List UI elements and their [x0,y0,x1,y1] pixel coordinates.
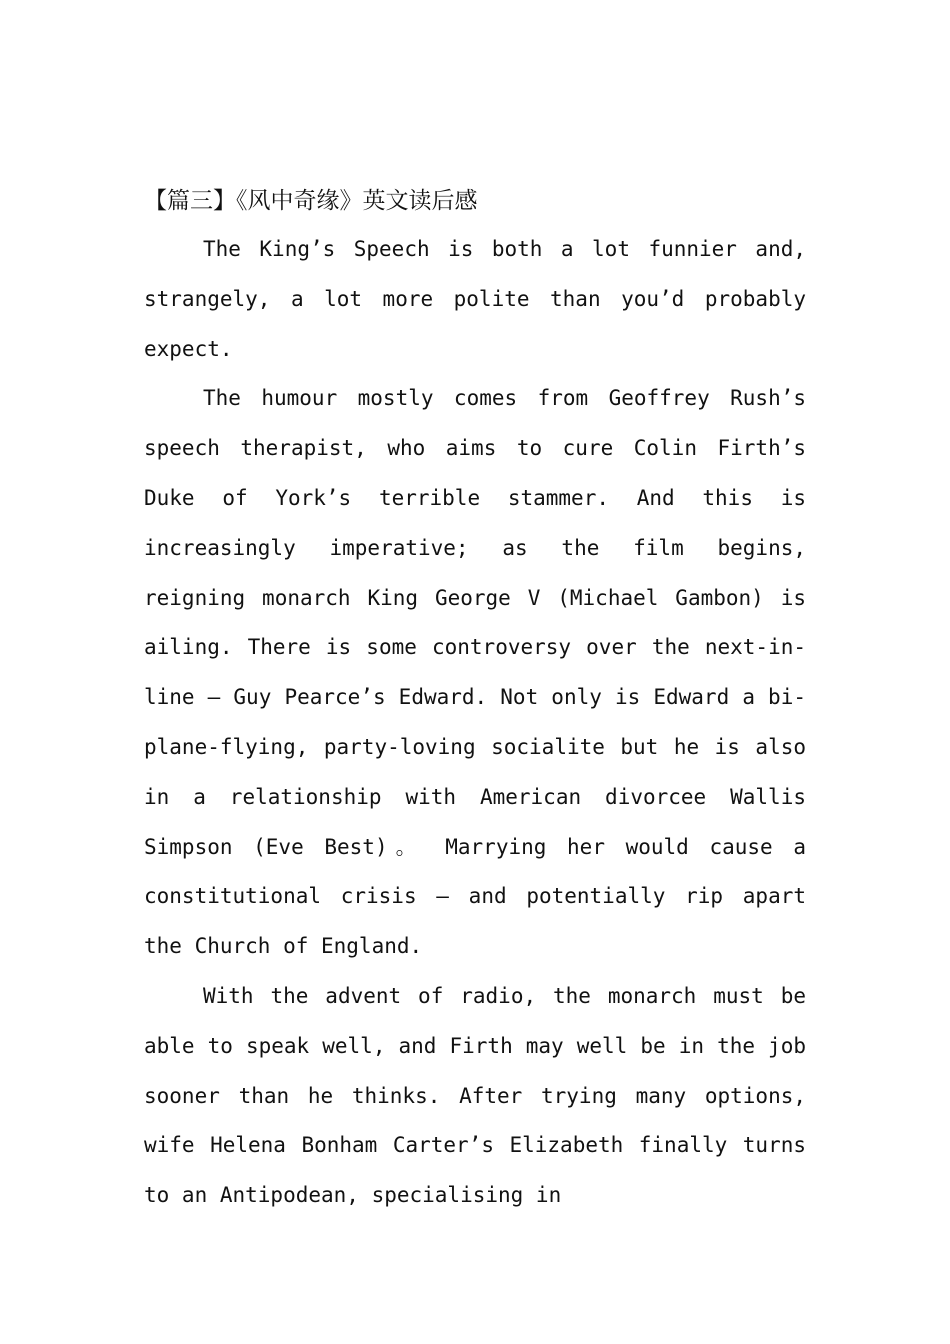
paragraph-1: The King’s Speech is both a lot funnier and, strangely, a lot more polite than you’d probably expect. [144,237,806,361]
paragraph-3: With the advent of radio, the monarch must be able to speak well, and Firth may well be in the job sooner than he thinks. After trying many options, wife Helena Bonham Carter’s Elizabeth finally turns to an Antipodean, specialising in [144,983,806,1208]
body-text [144,225,806,1221]
paragraph-2: The humour mostly comes from Geoffrey Rush’s speech therapist, who aims to cure Colin Firth’s Duke of York’s terrible stammer. And this is increasingly imperative; as the film begins, reigning monarch King George V (Michael Gambon) is ailing. There is some controversy over the next-in-line – Guy Pearce’s Edward. Not only is Edward a bi-plane-flying, party-loving socialite but he is also in a relationship with American divorcee Wallis Simpson (Eve Best)。 Marrying her would cause a constitutional crisis – and potentially rip apart the Church of England. [144,386,806,959]
section-heading: 【篇三】《风中奇缘》英文读后感 [144,188,478,214]
